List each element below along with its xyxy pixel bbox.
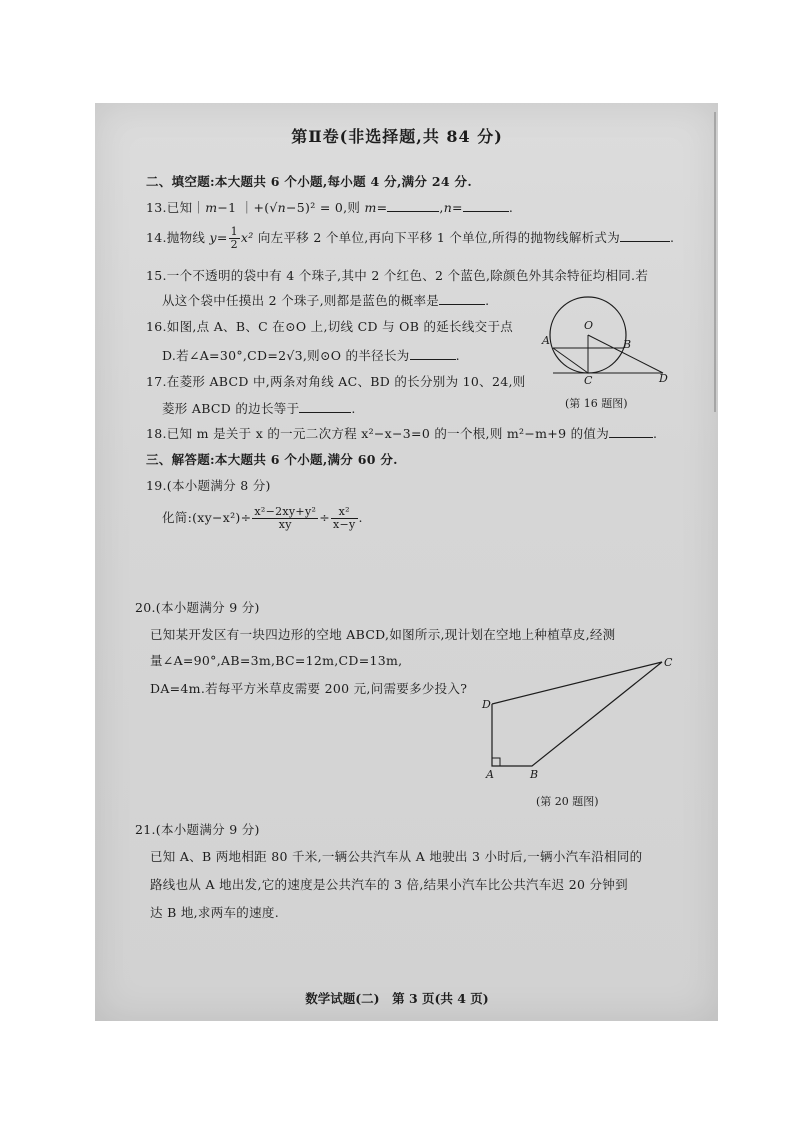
answer-blank-13-n[interactable]: [463, 199, 509, 212]
page-fold-shadow: [714, 112, 716, 412]
fraction-1: $\frac{\text{x²−2xy+y²}}{xy}$: [254, 505, 317, 531]
question-15-line-2: 从这个袋中任摸出 2 个珠子,则都是蓝色的概率是 .: [162, 293, 490, 308]
label-d: D: [659, 372, 668, 385]
section-answer-heading: 三、解答题:本大题共 6 个小题,满分 60 分.: [146, 452, 398, 467]
question-20-line-3: DA=4m.若每平方米草皮需要 200 元,问需要多少投入?: [150, 681, 468, 696]
question-19-expression: 化简:(xy−x²)÷ $\frac{\text{x²−2xy+y²}}{xy}$ ÷ $\frac{\text{x²}}{x-y}$ .: [162, 505, 363, 531]
page-footer: 数学试题(二) 第 3 页(共 4 页): [305, 991, 489, 1006]
label-b: B: [530, 768, 539, 781]
answer-blank-13-m[interactable]: [387, 199, 439, 212]
answer-blank-15[interactable]: [439, 292, 485, 305]
question-17-line-1: 17.在菱形 ABCD 中,两条对角线 AC、BD 的长分别为 10、24,则: [146, 374, 526, 389]
question-21-line-2: 路线也从 A 地出发,它的速度是公共汽车的 3 倍,结果小汽车比公共汽车迟 20 分钟到: [150, 877, 628, 892]
label-a: A: [542, 334, 550, 347]
question-17-line-2: 菱形 ABCD 的边长等于 .: [162, 401, 356, 416]
question-16-line-2: D.若∠A=30°,CD=2√3,则⊙O 的半径长为 .: [162, 348, 460, 363]
question-21-line-1: 已知 A、B 两地相距 80 千米,一辆公共汽车从 A 地驶出 3 小时后,一辆小汽车沿相同的: [150, 849, 643, 864]
answer-blank-16[interactable]: [410, 347, 456, 360]
figure-16-caption: (第 16 题图): [565, 397, 628, 410]
label-c: C: [664, 656, 673, 669]
label-o: O: [584, 319, 594, 332]
answer-blank-14[interactable]: [620, 229, 670, 242]
right-angle-mark: [492, 758, 500, 766]
question-13: 13.已知｜m−1 ｜+(√n−5)² = 0,则 m= ,n= .: [146, 200, 514, 215]
question-20-line-1: 已知某开发区有一块四边形的空地 ABCD,如图所示,现计划在空地上种植草皮,经测: [150, 627, 616, 642]
part-title: 第Ⅱ卷(非选择题,共 84 分): [291, 127, 503, 146]
answer-blank-17[interactable]: [299, 400, 351, 413]
label-d: D: [482, 698, 491, 711]
question-16-line-1: 16.如图,点 A、B、C 在⊙O 上,切线 CD 与 OB 的延长线交于点: [146, 319, 514, 334]
question-21-heading: 21.(本小题满分 9 分): [135, 822, 260, 837]
fraction-2: $\frac{\text{x²}}{x-y}$: [332, 505, 356, 531]
label-a: A: [486, 768, 494, 781]
question-15-line-1: 15.一个不透明的袋中有 4 个珠子,其中 2 个红色、2 个蓝色,除颜色外其余特征均相同.若: [146, 268, 649, 283]
label-c: C: [584, 374, 593, 386]
question-20-line-2: 量∠A=90°,AB=3m,BC=12m,CD=13m,: [150, 653, 403, 668]
figure-20-caption: (第 20 题图): [536, 795, 599, 808]
label-b: B: [623, 338, 632, 351]
fraction-one-half: $\frac{1}{2}$: [230, 225, 238, 251]
answer-blank-18[interactable]: [609, 425, 653, 438]
question-20-heading: 20.(本小题满分 9 分): [135, 600, 260, 615]
quadrilateral-abcd: [492, 662, 662, 766]
figure-20-quadrilateral: [478, 652, 678, 782]
figure-16-circle-diagram: [535, 288, 675, 386]
question-21-line-3: 达 B 地,求两车的速度.: [150, 905, 279, 920]
question-14: 14.抛物线 y= $\frac{1}{2}$ x² 向左平移 2 个单位,再向下平移 1 个单位,所得的抛物线解析式为 .: [146, 225, 675, 251]
question-19-heading: 19.(本小题满分 8 分): [146, 478, 271, 493]
section-fill-in-heading: 二、填空题:本大题共 6 个小题,每小题 4 分,满分 24 分.: [146, 174, 472, 189]
question-18: 18.已知 m 是关于 x 的一元二次方程 x²−x−3=0 的一个根,则 m²−m+9 的值为 .: [146, 426, 658, 441]
